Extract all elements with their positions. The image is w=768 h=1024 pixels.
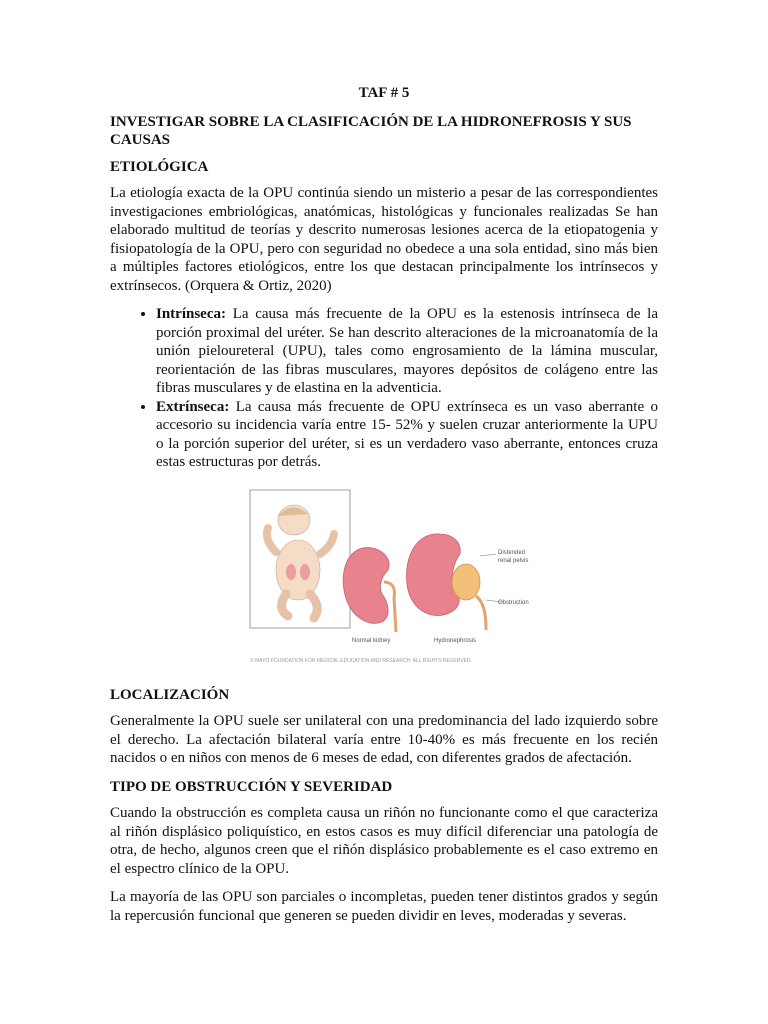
- heading-tipo-obstruccion: TIPO DE OBSTRUCCIÓN Y SEVERIDAD: [110, 778, 393, 795]
- paragraph-tipo-2: La mayoría de las OPU son parciales o incompletas, pueden tener distintos grados y según la repercusión funcional que generen se pueden dividir en leves, moderadas y severas.: [110, 889, 658, 924]
- paragraph-localizacion: Generalmente la OPU suele ser unilateral con una predominancia del lado izquierdo sobre el derecho. La afectación bilateral varía entre 10-40% es más frecuente en los recién nacidos o en niños con menos de 6 meses de edad, con diferentes grados de afectación.: [110, 713, 658, 766]
- figure-copyright: © MAYO FOUNDATION FOR MEDICAL EDUCATION AND RESEARCH. ALL RIGHTS RESERVED.: [250, 657, 472, 664]
- paragraph-tipo-1: Cuando la obstrucción es completa causa un riñón no funcionante como el que caracteriza al riñón displásico poliquístico, en estos casos es muy difícil diferenciar una patología de otra, de hecho, algunos creen que el riñón displásico probablemente es el caso extremo en el espectro clínico de la OPU.: [110, 805, 658, 877]
- paragraph-etiologica: La etiología exacta de la OPU continúa siendo un misterio a pesar de las correspondientes investigaciones embriológicas, anatómicas, histológicas y funcionales realizadas Se han elaborado multitud de teorías y descrito numerosas lesiones acerca de la etiopatogenia y fisiopatología de la OPU, pero con seguridad no obedece a una sola entidad, sino más bien a múltiples factores etiológicos, entre los que destacan principalmente los intrínsecos y extrínsecos. (Orquera & Ortiz, 2020): [110, 185, 658, 294]
- term-intrinseca: Intrínseca:: [156, 306, 226, 322]
- text-extrinseca: La causa más frecuente de OPU extrínseca es un vaso aberrante o accesorio su incidencia varía entre 15- 52% y suelen cruzar anteriormente la UPU o la porción superior del uréter, si es un verdadero vaso aberrante, entonces cruza estas estructuras por detrás.: [156, 398, 658, 470]
- hydronephrosis-figure: [248, 482, 529, 672]
- bullet-extrinseca: [156, 398, 658, 472]
- heading-localizacion: LOCALIZACIÓN: [110, 686, 230, 703]
- document-title: TAF # 5: [358, 85, 410, 101]
- hydronephrosis-illustration: [248, 482, 529, 672]
- text-intrinseca: La causa más frecuente de la OPU es la estenosis intrínseca de la porción proximal del uréter. Se han descrito alteraciones de la microanatomía de la unión pieloureteral (UPU), tales como engrosamiento de la lámina muscular, reorientación de las fibras musculares, mayores depósitos de colágeno entre las fibras musculares y de elastina en la adventicia.: [156, 306, 658, 396]
- bullet-intrinseca: [156, 305, 658, 398]
- etiology-bullet-list: [110, 305, 658, 472]
- label-hydronephrosis: Hydronephrosis: [434, 637, 477, 644]
- term-extrinseca: Extrínseca:: [156, 398, 230, 415]
- label-obstruction: Obstruction: [498, 599, 529, 606]
- label-renal-pelvis: renal pelvis: [498, 557, 529, 564]
- label-normal-kidney: Normal kidney: [352, 637, 391, 644]
- main-heading: INVESTIGAR SOBRE LA CLASIFICACIÓN DE LA HIDRONEFROSIS Y SUS CAUSAS: [110, 113, 632, 148]
- label-distended: Distended: [498, 549, 526, 556]
- heading-etiologica: ETIOLÓGICA: [110, 158, 209, 175]
